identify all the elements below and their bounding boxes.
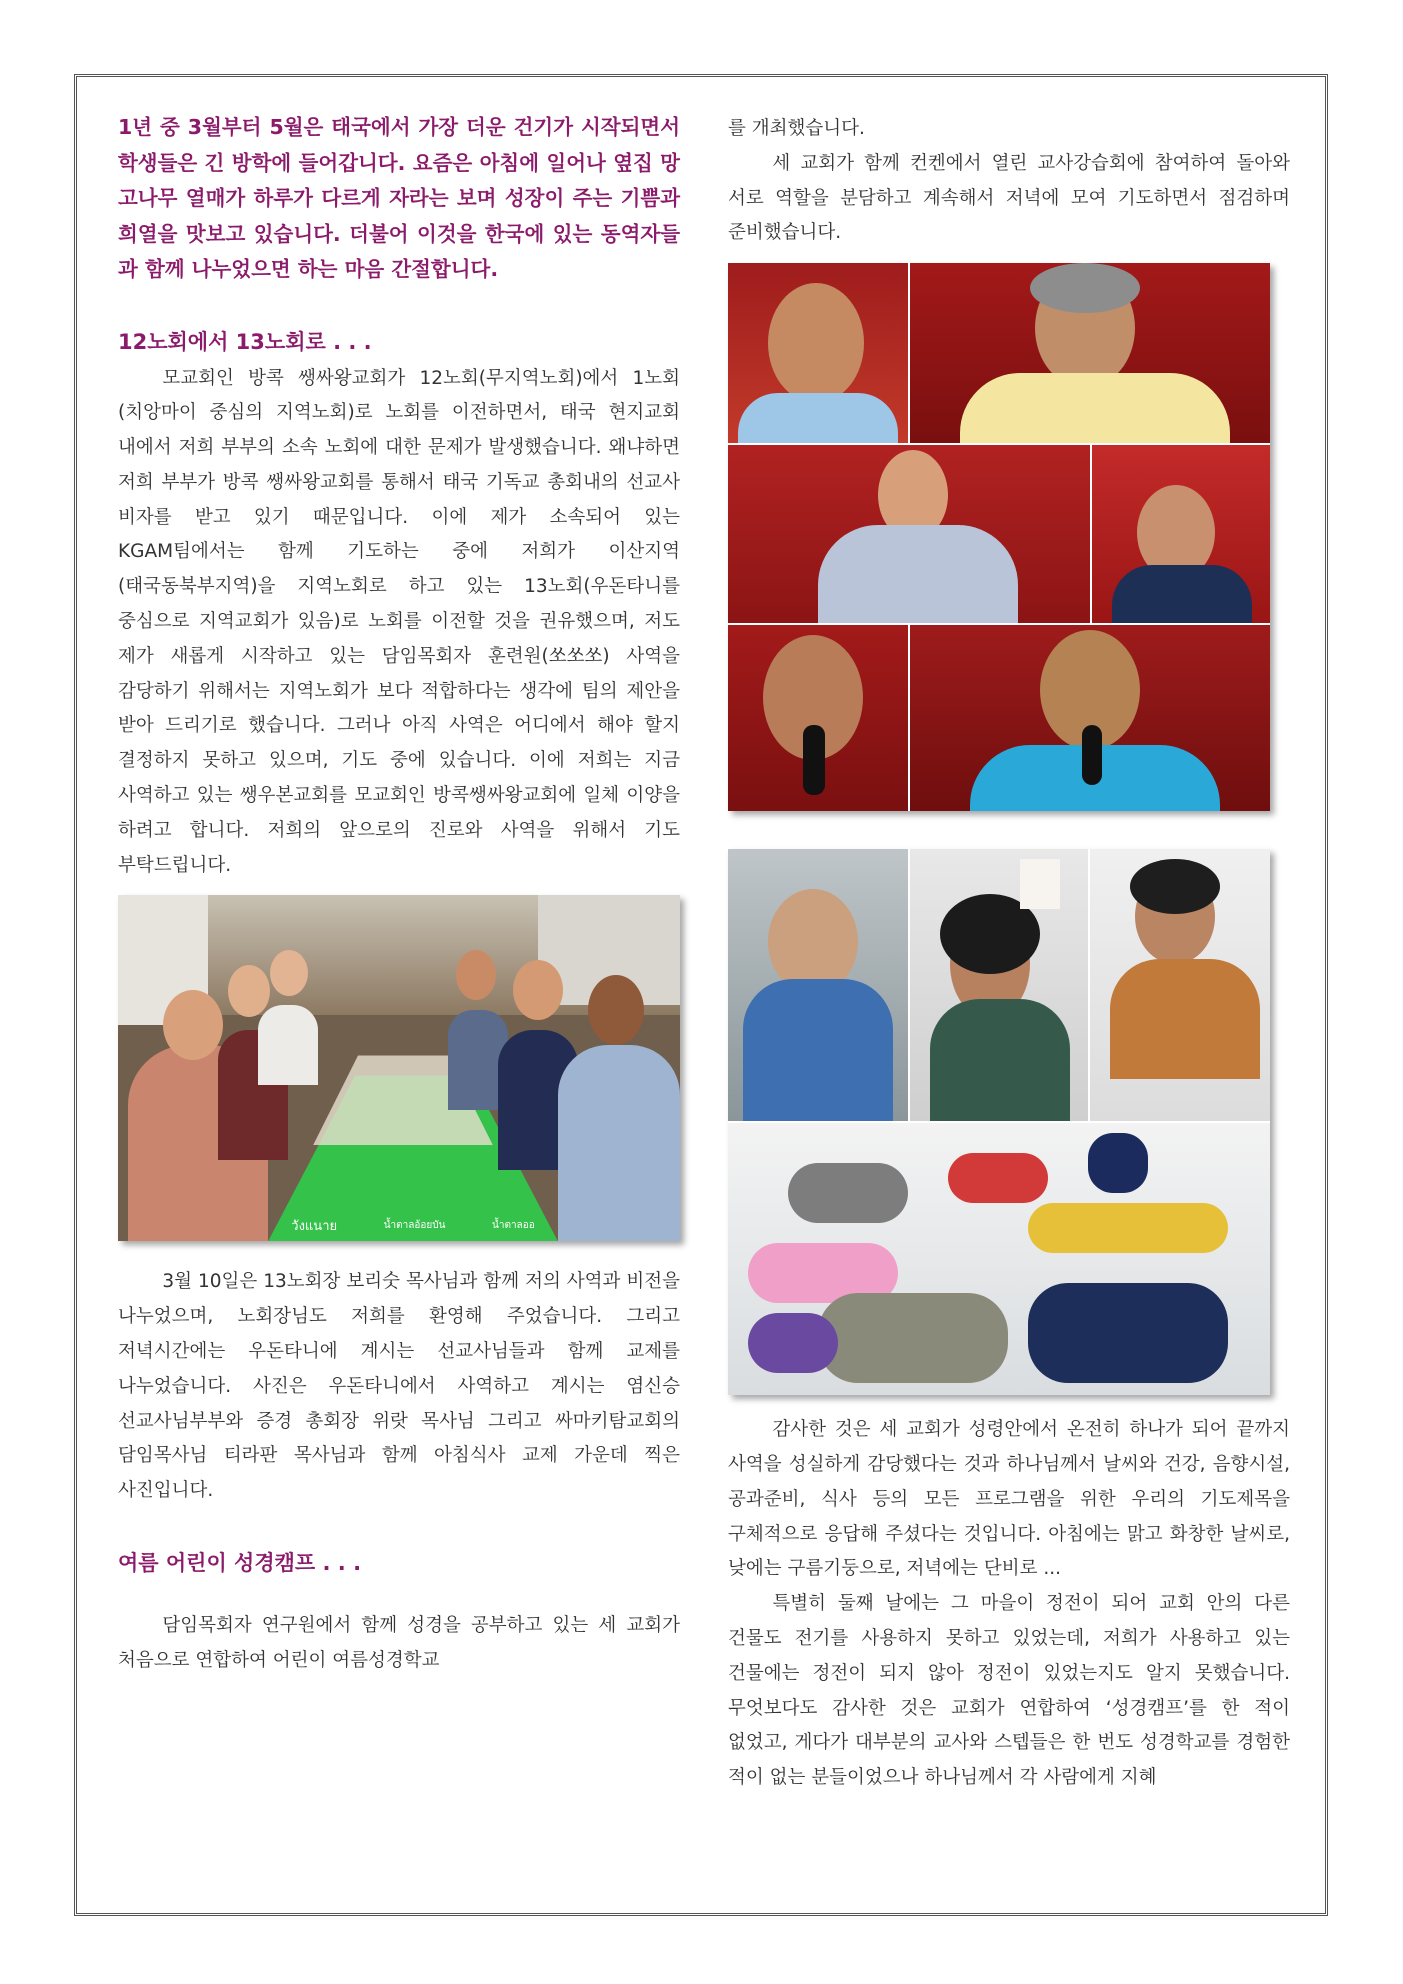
collage-photo-man-glasses bbox=[910, 263, 1270, 443]
collage-photo-man-blue-shirt bbox=[910, 625, 1270, 811]
collage-photo-woman-raising-hands bbox=[1092, 445, 1270, 623]
tablecloth-text-2: น้ำตาลอ้อยบัน bbox=[383, 1219, 446, 1231]
teacher-training-paragraph: 세 교회가 함께 컨켄에서 열린 교사강습회에 참여하여 돌아와 서로 역할을 분담하고 계속해서 저녁에 모여 기도하면서 점검하며 준비했습니다. bbox=[728, 152, 1290, 244]
intro-paragraph: 1년 중 3월부터 5월은 태국에서 가장 더운 건기가 시작되면서 학생들은 긴 방학에 들어갑니다. 요즘은 아침에 일어나 옆집 망고나무 열매가 하루가 다르게 자라는 보며 성장이 주는 기쁨과 희열을 맛보고 있습니다. 더불어 이것을 한국에 있는 동역자들과 함께 나누었으면 하는 마음 간절합니다. bbox=[118, 115, 680, 281]
collage-photo-boy-drawing bbox=[1090, 849, 1270, 1121]
collage-photo-children-on-floor bbox=[728, 1123, 1270, 1395]
children-camp-collage bbox=[728, 849, 1270, 1395]
bible-camp-continued: 를 개최했습니다. bbox=[728, 118, 865, 139]
tablecloth-text-1: วังแนาย bbox=[291, 1218, 338, 1234]
breakfast-group-photo bbox=[118, 895, 680, 1241]
collage-photo-boy-raising-hand bbox=[728, 849, 908, 1121]
power-outage-paragraph: 특별히 둘째 날에는 그 마을이 정전이 되어 교회 안의 다른 건물도 전기를 사용하지 못하고 있었는데, 저희가 사용하고 있는 건물에는 정전이 되지 않아 정전이 있었는지도 알지 못했습니다. 무엇보다도 감사한 것은 교회가 연합하여 ‘성경캠프’를 한 적이 없었고, 게다가 대부분의 교사와 스텝들은 한 번도 성경학교를 경험한 적이 없는 분들이었으나 하나님께서 각 사람에게 지혜 bbox=[728, 1593, 1290, 1789]
left-column bbox=[118, 110, 680, 1679]
right-column bbox=[728, 112, 1290, 1796]
bible-camp-paragraph: 담임목회자 연구원에서 함께 성경을 공부하고 있는 세 교회가 처음으로 연합하여 어린이 여름성경학교 bbox=[118, 1615, 680, 1671]
collage-photo-young-man-mic bbox=[728, 625, 908, 811]
tablecloth-text-3: น้ำตาลออ bbox=[492, 1219, 535, 1231]
collage-photo-young-man-headset bbox=[728, 263, 908, 443]
section-heading-presbytery: 12노회에서 13노회로 . . . bbox=[118, 329, 372, 354]
presbytery-paragraph: 모교회인 방콕 쌩싸왕교회가 12노회(무지역노회)에서 1노회(치앙마이 중심의 지역노회)로 노회를 이전하면서, 태국 현지교회 내에서 저희 부부의 소속 노회에 대한 문제가 발생했습니다. 왜냐하면 저희 부부가 방콕 쌩싸왕교회를 통해서 태국 기독교 총회내의 선교사 비자를 받고 있기 때문입니다. 이에 제가 소속되어 있는 KGAM팀에서는 함께 기도하는 중에 저희가 이산지역(태국동북부지역)을 지역노회로 하고 있는 13노회(우돈타니를 중심으로 지역교회가 있음)로 노회를 이전할 것을 권유했으며, 저도 제가 새롭게 시작하고 있는 담임목회자 훈련원(쏘쏘쏘) 사역을 감당하기 위해서는 지역노회가 보다 적합하다는 생각에 팀의 제안을 받아 드리기로 했습니다. 그러나 아직 사역은 어디에서 해야 할지 결정하지 못하고 있으며, 기도 중에 있습니다. 이에 저희는 지금 사역하고 있는 쌩우본교회를 모교회인 방콕쌩싸왕교회에 일체 이양을 하려고 합니다. 저희의 앞으로의 진로와 사역을 위해서 기도 부탁드립니다. bbox=[118, 367, 680, 876]
teacher-training-collage bbox=[728, 263, 1270, 811]
collage-photo-man-speaking bbox=[728, 445, 1090, 623]
gratitude-paragraph: 감사한 것은 세 교회가 성령안에서 온전히 하나가 되어 끝까지 사역을 성실하게 감당했다는 것과 하나님께서 날씨와 건강, 음향시설, 공과준비, 식사 등의 모든 프로그램을 위한 우리의 기도제목을 구체적으로 응답해 주셨다는 것입니다. 아침에는 맑고 화창한 날씨로, 낮에는 구름기둥으로, 저녁에는 단비로 ... bbox=[728, 1419, 1290, 1580]
section-heading-bible-camp: 여름 어린이 성경캠프 . . . bbox=[118, 1551, 362, 1576]
collage-photo-girl-with-card bbox=[910, 849, 1088, 1121]
presbytery-visit-paragraph: 3월 10일은 13노회장 보리숫 목사님과 함께 저의 사역과 비전을 나누었으며, 노회장님도 저희를 환영해 주었습니다. 그리고 저녁시간에는 우돈타니에 계시는 선교사님들과 함께 교제를 나누었습니다. 사진은 우돈타니에서 사역하고 계시는 염신승 선교사님부부와 증경 총회장 위랏 목사님 그리고 싸마키탐교회의 담임목사님 티라판 목사님과 함께 아침식사 교제 가운데 찍은 사진입니다. bbox=[118, 1271, 680, 1502]
